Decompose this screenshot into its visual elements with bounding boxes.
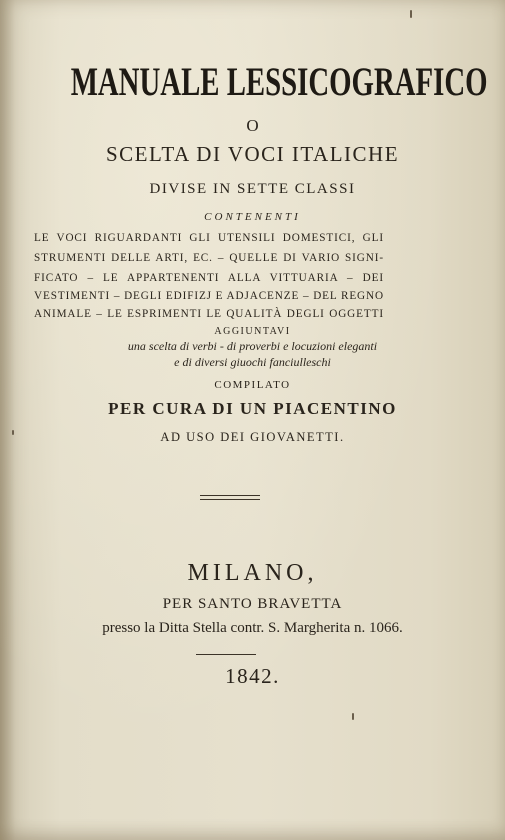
contents-line: STRUMENTI DELLE ARTI, EC. – QUELLE DI VARIO SIGNI- xyxy=(34,252,384,264)
imprint-printer: PER SANTO BRAVETTA xyxy=(162,596,343,612)
division-note: DIVISE IN SETTE CLASSI xyxy=(149,181,356,197)
contents-line: VESTIMENTI – DEGLI EDIFIZJ E ADJACENZE – DEL REGNO xyxy=(34,290,384,302)
contents-line: LE VOCI RIGUARDANTI GLI UTENSILI DOMESTICI, GLI xyxy=(34,232,384,244)
contents-line: ANIMALE – LE ESPRIMENTI LE QUALITÀ DEGLI OGGETTI xyxy=(34,308,384,320)
paper-speck xyxy=(410,10,412,18)
addition-line: e di diversi giuochi fanciulleschi xyxy=(174,355,331,369)
compiled-label: COMPILATO xyxy=(214,379,291,391)
audience-line: AD USO DEI GIOVANETTI. xyxy=(160,430,345,444)
addition-heading: AGGIUNTAVI xyxy=(214,326,291,337)
divider-rule xyxy=(196,654,256,655)
author-line: PER CURA DI UN PIACENTINO xyxy=(108,399,397,418)
ornamental-rule xyxy=(200,495,260,500)
imprint-year: 1842. xyxy=(225,664,280,688)
contents-line: FICATO – LE APPARTENENTI ALLA VITTUARIA – DEI xyxy=(34,272,384,284)
addition-line: una scelta di verbi - di proverbi e locuzioni eleganti xyxy=(127,339,378,353)
imprint-address: presso la Ditta Stella contr. S. Margherita n. 1066. xyxy=(102,620,403,636)
book-subtitle: SCELTA DI VOCI ITALICHE xyxy=(105,142,400,166)
contents-heading: CONTENENTI xyxy=(204,211,301,223)
paper-speck xyxy=(12,430,14,435)
paper-speck xyxy=(352,713,354,720)
book-title: MANUALE LESSICOGRAFICO xyxy=(70,59,488,104)
imprint-city: MILANO, xyxy=(187,560,318,586)
conjunction: O xyxy=(246,116,259,135)
